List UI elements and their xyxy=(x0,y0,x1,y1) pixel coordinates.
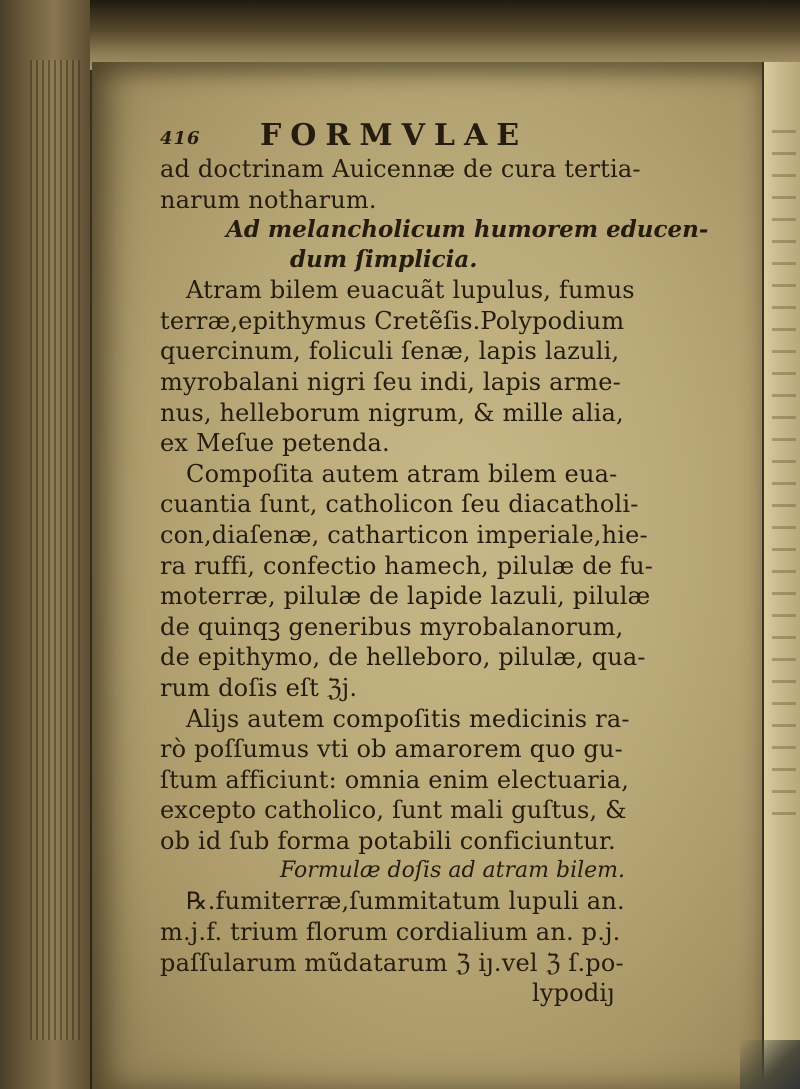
text-line: lypodiȷ xyxy=(532,979,615,1008)
corner-shadow xyxy=(740,1040,800,1089)
page-text xyxy=(160,118,760,1009)
text-line: rum doſis eſt ℨj. xyxy=(160,673,358,702)
page-number: 416 xyxy=(160,128,201,149)
text-line: paſſularum mũdatarum ℨ iȷ.vel ℨ ſ.po- xyxy=(160,948,624,977)
text-line: cuantia ſunt, catholicon ſeu diacatholi- xyxy=(160,490,639,519)
formulae-heading: Formulæ doſis ad atram bilem. xyxy=(280,858,626,884)
text-line: nus, helleborum nigrum, & mille alia, xyxy=(160,398,624,427)
text-line: ra ruffi, confectio hamech, pilulæ de fu- xyxy=(160,551,654,580)
text-line: myrobalani nigri ſeu indi, lapis arme- xyxy=(160,367,621,396)
text-line: de epithymo, de helleboro, pilulæ, qua- xyxy=(160,643,646,672)
text-line: Atram bilem euacuãt lupulus, fumus xyxy=(186,276,635,305)
text-line: terræ,epithymus Cretẽſis.Polypodium xyxy=(160,306,625,335)
page-stack-edge xyxy=(30,60,80,1040)
text-line: narum notharum. xyxy=(160,185,377,214)
text-line: excepto catholico, ſunt mali guſtus, & xyxy=(160,796,627,825)
text-line: quercinum, foliculi ſenæ, lapis lazuli, xyxy=(160,337,620,366)
page-header xyxy=(160,118,760,154)
text-line: Compoſita autem atram bilem eua- xyxy=(186,459,618,488)
facing-page-text-bleed xyxy=(772,130,796,830)
text-line: ſtum afficiunt: omnia enim electuaria, xyxy=(160,765,630,794)
text-line: ad doctrinam Auicennæ de cura tertia- xyxy=(160,155,641,183)
text-line: ob id ſub forma potabili conficiuntur. xyxy=(160,826,616,855)
text-line: con,diaſenæ, catharticon imperiale,hie- xyxy=(160,520,648,549)
text-line: de quinqꝫ generibus myrobalanorum, xyxy=(160,612,624,641)
text-line: moterræ, pilulæ de lapide lazuli, pilulæ xyxy=(160,582,651,611)
book-top-edge xyxy=(0,0,800,70)
running-title: FORMVLAE xyxy=(260,118,529,153)
section-heading: dum ſimplicia. xyxy=(290,246,478,274)
text-line: ℞.fumiterræ,ſummitatum lupuli an. xyxy=(186,887,625,916)
text-line: rò poſſumus vti ob amarorem quo gu- xyxy=(160,735,623,764)
text-line: m.j.f. trium florum cordialium an. p.j. xyxy=(160,918,621,947)
section-heading: Ad melancholicum humorem educen- xyxy=(226,216,709,244)
text-line: ex Meſue petenda. xyxy=(160,429,390,458)
text-line: Aliȷs autem compoſitis medicinis ra- xyxy=(186,704,630,733)
